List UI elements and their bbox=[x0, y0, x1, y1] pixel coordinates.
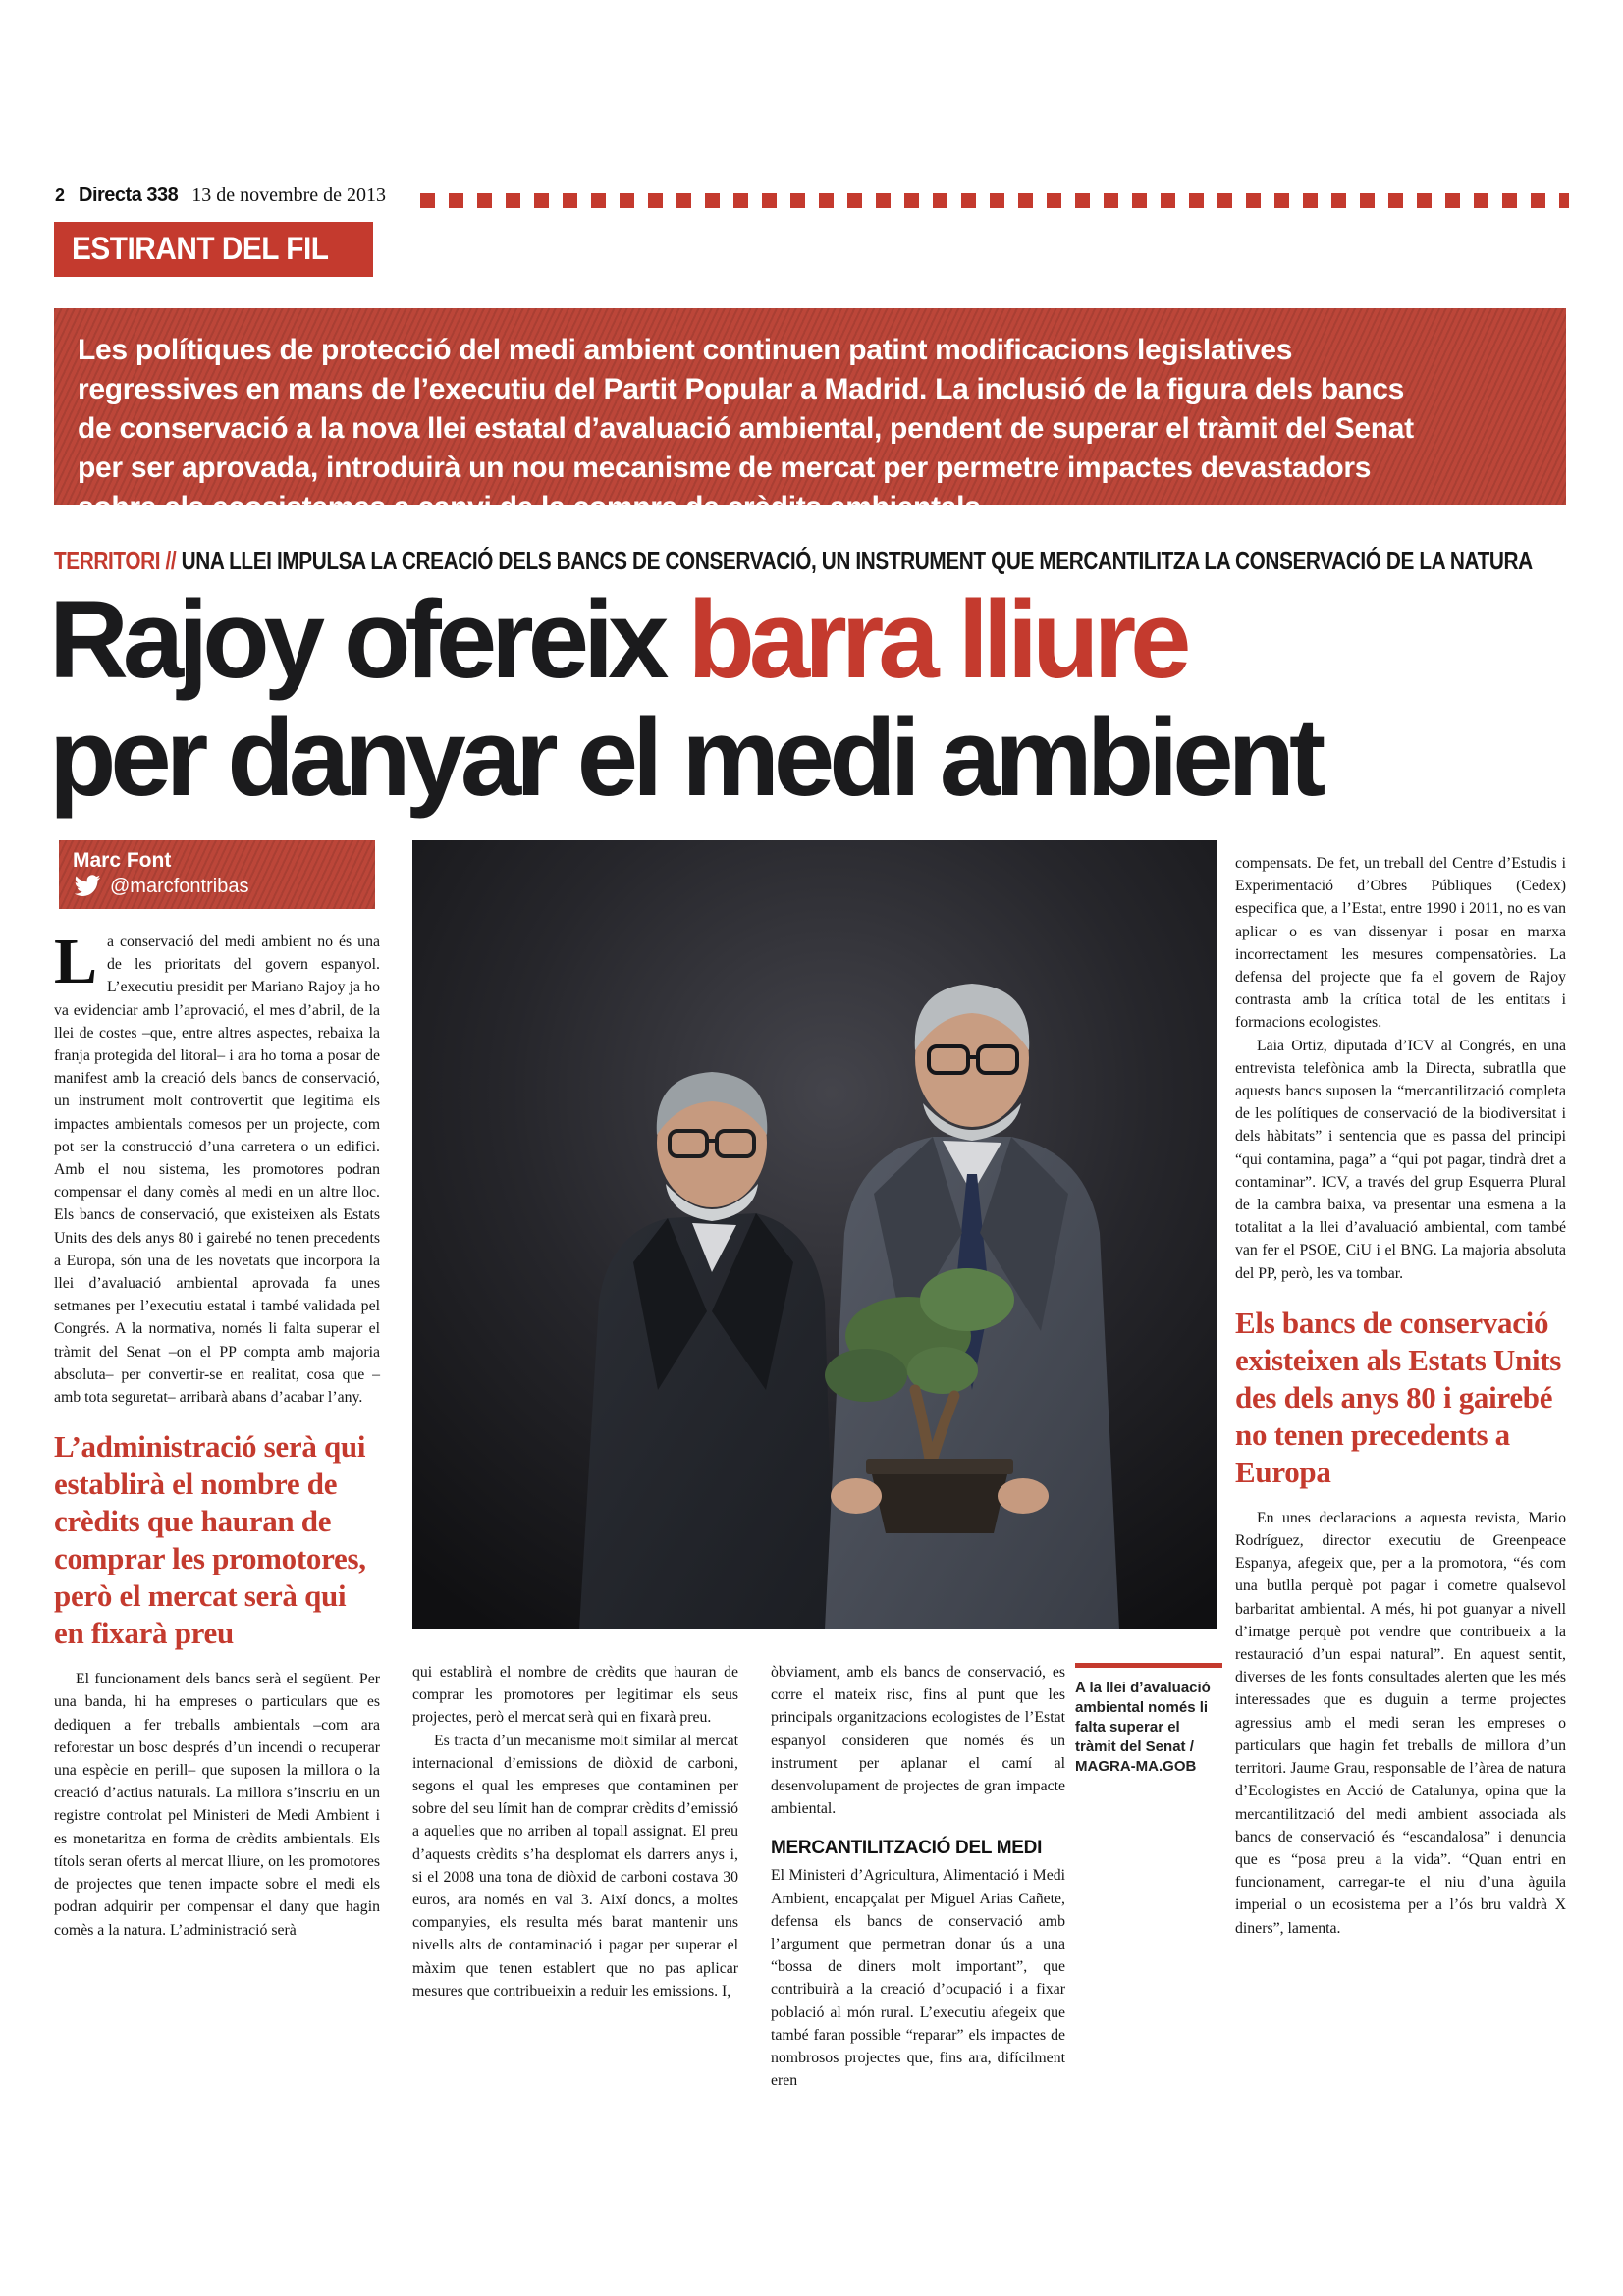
body-paragraph: Laia Ortiz, diputada d’ICV al Congrés, en una entrevista telefònica amb la Directa, subratlla que aquests bancs suposen la “mercantilització completa de les polítiques de conservació de la biodiversitat i dels hàbitats” i sentencia que es passa del principi “qui contamina, paga” a “qui pot pagar, tindrà dret a contaminar”. ICV, a través del grup Esquerra Plural de la cambra baixa, va presentar una esmena a la totalitat a la llei d’avaluació ambiental, com també van fer el PSOE, CiU i el BNG. La majoria absoluta del PP, però, les va tombar. bbox=[1235, 1037, 1566, 1282]
photo-illustration bbox=[412, 840, 1217, 1629]
article-column-2 bbox=[412, 1661, 738, 2002]
headline-line2: per danyar el medi ambient bbox=[49, 696, 1321, 819]
body-paragraph bbox=[54, 926, 380, 1409]
body-paragraph: òbviament, amb els bancs de conservació, es corre el mateix risc, fins al punt que les principals organitzacions ecologistes de l’Estat espanyol consideren que només és un instrument per aplanar el camí al desenvolupament de projectes de gran impacte ambiental. bbox=[771, 1664, 1065, 1818]
body-paragraph: El Ministeri d’Agricultura, Alimentació i Medi Ambient, encapçalat per Miguel Arias Cañete, defensa els bancs de conservació amb l’argument que permetran donar ús a una “bossa de diners molt important”, que contribuirà a la creació d’ocupació i a fixar població al món rural. L’executiu afegeix que també faran possible “reparar” els impactes de nombrosos projectes que, fins ara, difícilment eren bbox=[771, 1867, 1065, 2090]
standfirst: Les polítiques de protecció del medi ambient continuen patint modificacions legislatives regressives en mans de l’executiu del Partit Popular a Madrid. La inclusió de la figura dels bancs de conservació a la nova llei estatal d’avaluació ambiental, pendent de superar el tràmit del Senat per ser aprovada, introduirà un nou mecanisme de mercat per permetre impactes devastadors sobre els ecosistemes a canvi de la compra de crèdits ambientals. bbox=[54, 308, 1566, 505]
paragraph-text: a conservació del medi ambient no és una de les prioritats del govern espanyol. L’executiu presidit per Mariano Rajoy ja ho va evidenciar amb l’aprovació, el mes d’abril, de la llei de costes –que, entre altres aspectes, rebaixa la franja protegida del litoral– i ara ho torna a posar de manifest amb la creació dels bancs de conservació, un instrument molt controvertit que legitima els impactes ambientals comesos per un projecte, com pot ser la construcció d’una carretera o un edifici. Amb el nou sistema, les promotores podran compensar el dany comès al medi en un altre lloc. Els bancs de conservació, que existeixen als Estats Units des dels anys 80 i gairebé no tenen precedents a Europa, són una de les novetats que incorpora la llei d’avaluació ambiental aprovada fa unes setmanes per l’executiu estatal i també validada pel Congrés. A la normativa, només li falta superar el tràmit del Senat –on el PP compta amb majoria absoluta– per convertir-se en realitat, cosa que –amb tota seguretat– arribarà abans d’acabar l’any. bbox=[54, 934, 380, 1407]
article-photo bbox=[412, 840, 1217, 1629]
body-paragraph: Es tracta d’un mecanisme molt similar al mercat internacional d’emissions de diòxid de carboni, segons el qual les empreses que contaminen per sobre del seu límit han de comprar crèdits d’emissió a aquelles que no arriben al topall assignat. El preu d’aquests crèdits s’ha desplomat els darrers anys i, si el 2008 una tona de diòxid de carboni costava 30 euros, ara només en val 3. Així doncs, a moltes companyies, els resulta més barat mantenir uns nivells alts de contaminació i pagar per superar el màxim que tenen establert que no pas aplicar mesures que contribueixin a reduir les emissions. I, bbox=[412, 1732, 738, 2000]
headline-line1-red: barra lliure bbox=[687, 578, 1186, 701]
drop-cap: L bbox=[54, 926, 98, 997]
pull-quote: Els bancs de conservació existeixen als Estats Units des dels anys 80 i gairebé no tenen precedents a Europa bbox=[1235, 1305, 1562, 1489]
headline-line1-black: Rajoy ofereix bbox=[49, 578, 688, 701]
twitter-handle: @marcfontribas bbox=[110, 875, 249, 897]
kicker-section: TERRITORI // bbox=[54, 546, 182, 575]
body-paragraph: El funcionament dels bancs serà el següent. Per una banda, hi ha empreses o particulars que es dediquen a fer treballs ambientals –com ara reforestar un bosc després d’un incendi o recuperar una espècie en perill– que suposen la millora o la creació d’actius naturals. La millora s’inscriu en un registre controlat pel Ministeri de Medi Ambient i es monetaritza en forma de crèdits ambientals. Els títols seran oferts al mercat lliure, on les promotores de projectes que tenen impacte sobre el medi els podran adquirir per compensar el dany que hagin comès a la natura. L’administració serà bbox=[54, 1671, 380, 1939]
photo-caption: A la llei d’avaluació ambiental només li falta superar el tràmit del Senat / MAGRA-MA.GOB bbox=[1075, 1663, 1222, 1777]
page-number: 2 bbox=[55, 186, 66, 205]
section-subhead: MERCANTILITZACIÓ DEL MEDI bbox=[771, 1838, 1043, 1859]
body-paragraph: qui establirà el nombre de crèdits que hauran de comprar les promotores per legitimar els seus projectes, però el mercat serà qui en fixarà preu. bbox=[412, 1664, 738, 1727]
headline-line1 bbox=[49, 578, 1320, 701]
author-name: Marc Font bbox=[73, 849, 172, 872]
article-column-1 bbox=[54, 926, 380, 1942]
body-paragraph: compensats. De fet, un treball del Centre d’Estudis i Experimentació d’Obres Públiques (Cedex) especifica que, a l’Estat, entre 1990 i 2011, no es van aplicar o es van dissenyar i posar en marxa incorrectament les mesures compensatòries. La defensa del projecte que fa el govern de Rajoy contrasta amb la crítica total de les entitats i formacions ecologistes. bbox=[1235, 855, 1566, 1032]
kicker bbox=[54, 546, 1623, 576]
twitter-icon bbox=[73, 875, 102, 898]
dotted-rule bbox=[420, 193, 1569, 208]
body-paragraph: En unes declaracions a aquesta revista, Mario Rodríguez, director executiu de Greenpeace Espanya, afegeix que, per a la promotora, “és com una butlla perquè pot pagar i cometre qualsevol barbaritat ambiental. A més, hi pot guanyar a nivell d’imatge perquè pot vendre que contribueix a la restauració d’un espai natural”. En aquest sentit, diverses de les fonts consultades alerten que les més interessades que es duguin a terme projectes agressius amb el medi seran les empreses o particulars que hagin fet treballs de millora d’un territori. Jaume Grau, responsable de l’àrea de natura d’Ecologistes en Acció de Catalunya, opina que la mercantilització del medi ambient associada als bancs de conservació és “escandalosa” i denuncia que es “posa preu a la vida”. “Quan entri en funcionament, carregar-te el niu d’una àguila imperial o un ecosistema per a l’ós bru valdrà X diners”, lamenta. bbox=[1235, 1509, 1566, 1937]
byline-box bbox=[59, 840, 375, 909]
publication-name: Directa 338 bbox=[79, 185, 179, 206]
kicker-text: UNA LLEI IMPULSA LA CREACIÓ DELS BANCS DE CONSERVACIÓ, UN INSTRUMENT QUE MERCANTILITZA LA CONSERVACIÓ DE LA NATURA bbox=[181, 546, 1533, 575]
article-column-3 bbox=[771, 1661, 1065, 2092]
masthead bbox=[55, 185, 386, 207]
headline bbox=[49, 578, 1321, 819]
pull-quote: L’administració serà qui establirà el nombre de crèdits que hauran de comprar les promotores, però el mercat serà qui en fixarà preu bbox=[54, 1429, 366, 1651]
issue-date: 13 de novembre de 2013 bbox=[191, 185, 386, 206]
article-column-4 bbox=[1235, 852, 1566, 1940]
section-banner bbox=[54, 222, 373, 277]
section-banner-label: ESTIRANT DEL FIL bbox=[72, 231, 329, 266]
